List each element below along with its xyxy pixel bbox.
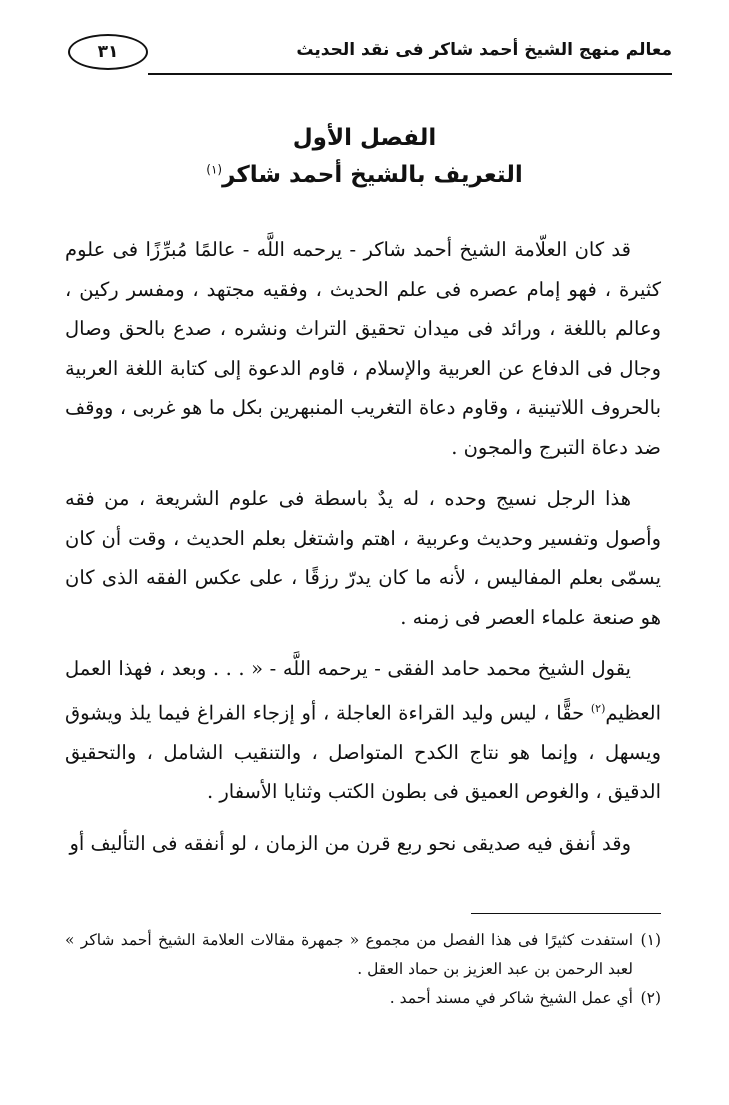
paragraph-3-part-1: يقول الشيخ محمد حامد الفقى - يرحمه اللَّه - « . . . وبعد ، فهذا العمل العظيم [65, 657, 661, 724]
footnote-separator [471, 913, 661, 914]
paragraph-3 [65, 649, 661, 812]
footnote-1-number: (١) [640, 931, 661, 949]
footnotes [65, 926, 661, 1013]
chapter-subtitle-text: التعريف بالشيخ أحمد شاكر [222, 162, 523, 188]
paragraph-4: وقد أنفق فيه صديقى نحو ربع قرن من الزمان ، لو أنفقه فى التأليف أو [69, 831, 631, 855]
footnote-2-number: (٢) [640, 989, 661, 1007]
footnote-ref-2: (٢) [590, 701, 606, 715]
footnote-1-text: استفدت كثيرًا فى هذا الفصل من مجموع « جمهرة مقالات العلامة الشيخ أحمد شاكر » لعبد الرحمن بن عبد العزيز بن حماد العقل . [65, 931, 633, 978]
page-number-badge [68, 34, 148, 70]
chapter-subtitle [0, 162, 729, 188]
footnote-1 [65, 926, 661, 984]
body-text [65, 230, 661, 875]
page-header [68, 30, 672, 80]
chapter-title: الفصل الأول [292, 125, 437, 151]
running-title: معالم منهج الشيخ أحمد شاكر فى نقد الحديث [296, 40, 672, 60]
page-number: ٣١ [97, 42, 119, 62]
paragraph-2: هذا الرجل نسيج وحده ، له يدٌ باسطة فى علوم الشريعة ، من فقه وأصول وتفسير وحديث وعربية ، اهتم واشتغل بعلم الحديث ، وقت أن كان يسمّى بعلم المفاليس ، لأنه ما كان يدرّ رزقًا ، على عكس الفقه الذى كان هو صنعة علماء العصر فى زمنه . [65, 487, 661, 629]
footnote-2 [65, 984, 661, 1013]
footnote-ref-1: (١) [206, 162, 223, 177]
footnote-2-text: أي عمل الشيخ شاكر في مسند أحمد . [389, 989, 633, 1007]
paragraph-1: قد كان العلّامة الشيخ أحمد شاكر - يرحمه اللَّه - عالمًا مُبرِّزًا فى علوم كثيرة ، فهو إمام عصره فى علم الحديث ، وفقيه مجتهد ، ومفسر ركين ، وعالم باللغة ، ورائد فى ميدان تحقيق التراث ونشره ، صدع بالحق وصال وجال فى الدفاع عن العربية والإسلام ، قاوم الدعوة إلى كتابة اللغة العربية بالحروف اللاتينية ، وقاوم دعاة التغريب المنبهرين بكل ما هو غربى ، ووقف ضد دعاة التبرج والمجون . [65, 238, 661, 459]
header-rule [148, 73, 672, 75]
paragraph-3-part-2: حقًّا ، ليس وليد القراءة العاجلة ، أو إزجاء الفراغ فيما يلذ ويشوق ويسهل ، وإنما هو نتاج الكدح المتواصل ، والتنقيب الشامل ، والتحقيق الدقيق ، والغوص العميق فى بطون الكتب وثنايا الأسفار . [65, 701, 661, 803]
